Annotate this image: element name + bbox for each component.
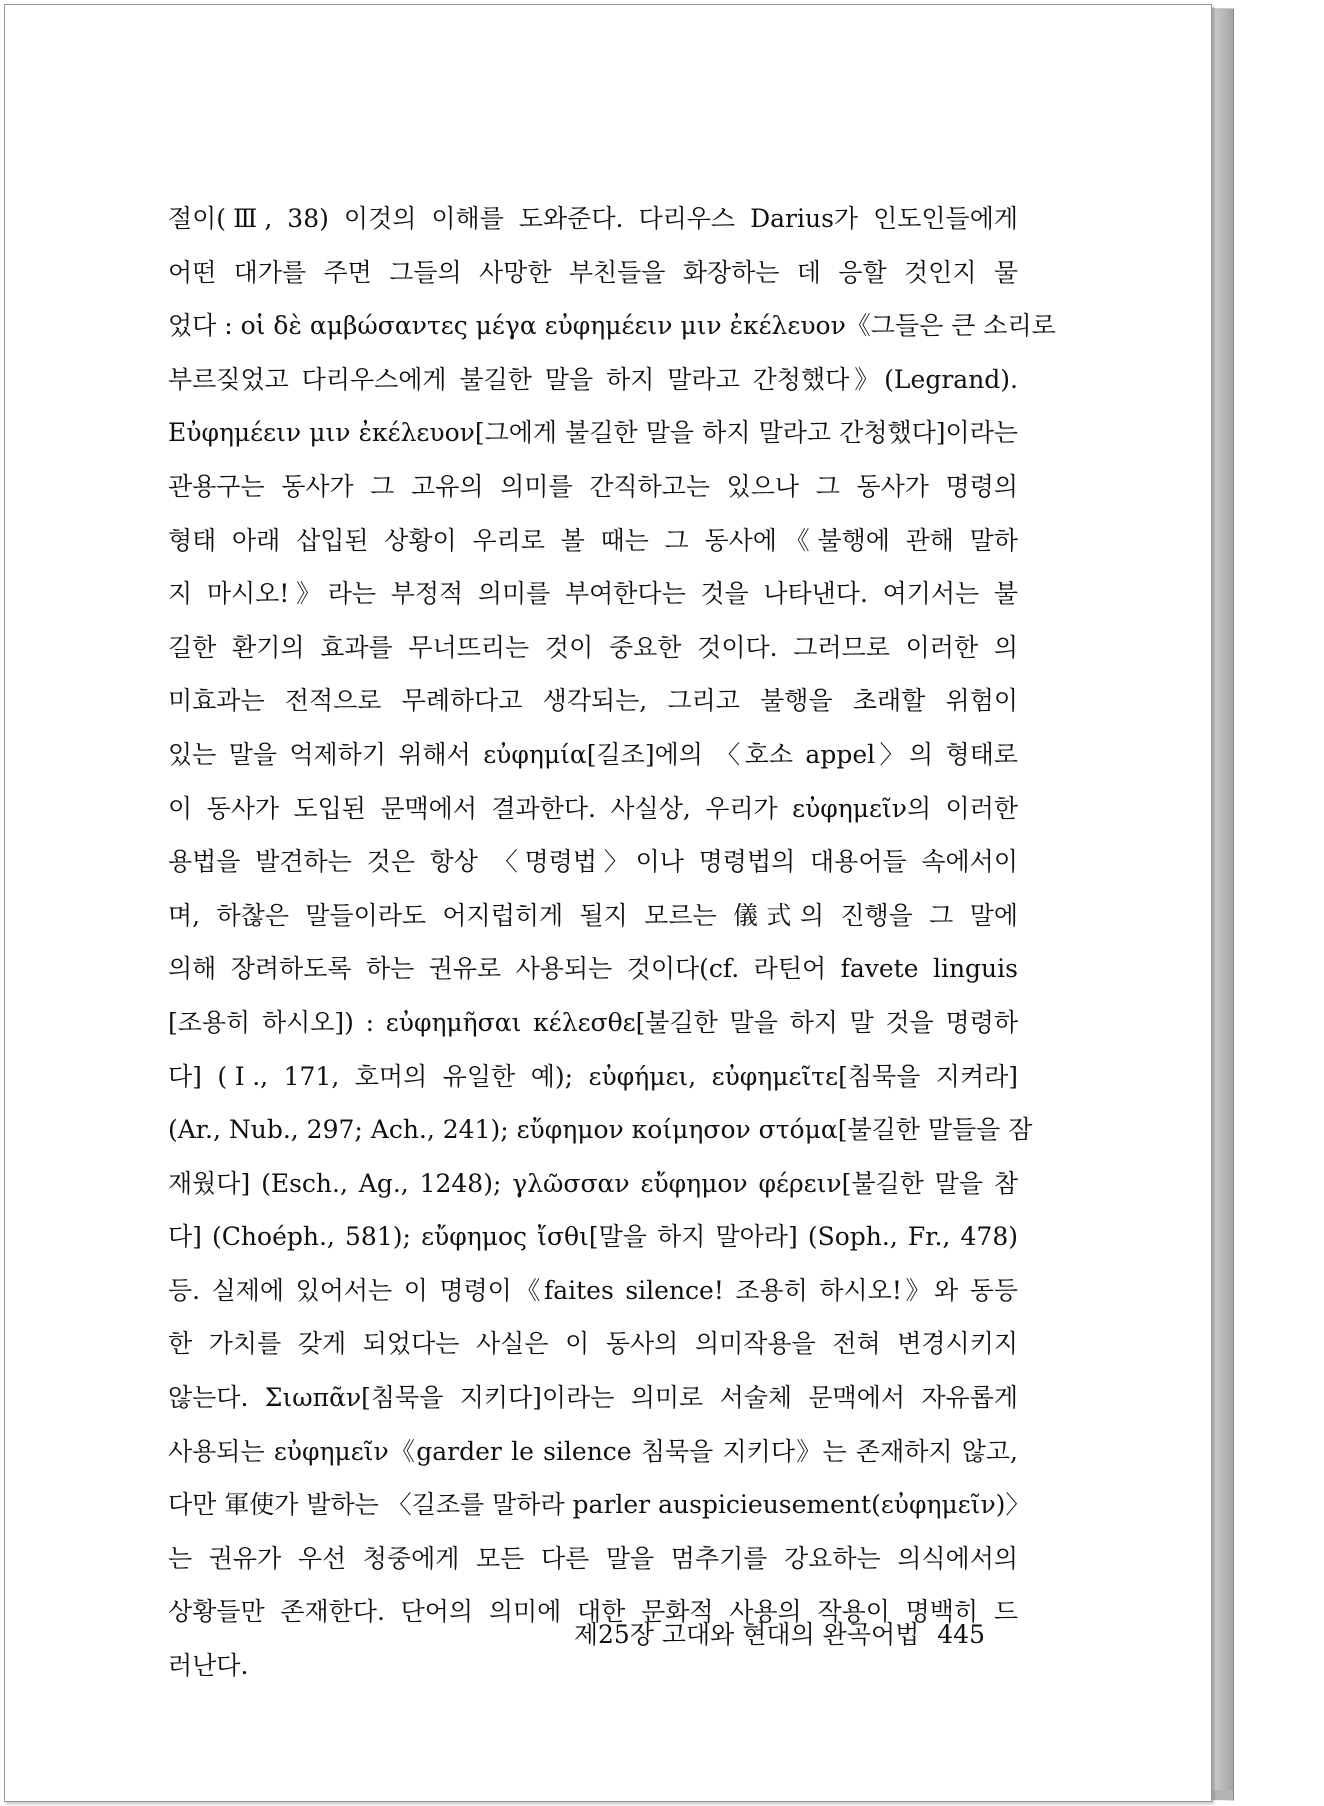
text-line: 않는다. Σιωπᾶν[침묵을 지키다]이라는 의미로 서술체 문맥에서 자유롭게 xyxy=(168,1383,1018,1413)
text-line: 상황들만 존재한다. 단어의 의미에 대한 문화적 사용의 작용이 명백히 드 xyxy=(168,1597,1018,1627)
text-line: 는 권유가 우선 청중에게 모든 다른 말을 멈추기를 강요하는 의식에서의 xyxy=(168,1543,1018,1573)
text-line: 이 동사가 도입된 문맥에서 결과한다. 사실상, 우리가 εὐφημεῖν의 이러한 xyxy=(168,793,1018,823)
text-line: 다] (Ⅰ., 171, 호머의 유일한 예); εὐφήμει, εὐφημεῖτε[침묵을 지켜라] xyxy=(168,1061,1018,1091)
text-line: 었다 : οἱ δὲ αμβώσαντες μέγα εὐφημέειν μιν ἐκέλευον《그들은 큰 소리로 xyxy=(168,311,1056,341)
text-line: 다] (Choéph., 581); εὔφημος ἴσθι[말을 하지 말아라] (Soph., Fr., 478) xyxy=(168,1222,1018,1252)
text-line: 있는 말을 억제하기 위해서 εὐφημία[길조]에의 〈호소 appel〉의 형태로 xyxy=(168,739,1018,769)
text-line: 절이(Ⅲ, 38) 이것의 이해를 도와준다. 다리우스 Darius가 인도인들에게 xyxy=(168,204,1018,233)
page-stack-corner xyxy=(1213,1790,1233,1800)
text-line: 관용구는 동사가 그 고유의 의미를 간직하고는 있으나 그 동사가 명령의 xyxy=(168,471,1018,501)
text-line: 길한 환기의 효과를 무너뜨리는 것이 중요한 것이다. 그러므로 이러한 의 xyxy=(168,632,1018,662)
page-number: 445 xyxy=(937,1620,985,1649)
text-line: 지 마시오!》라는 부정적 의미를 부여한다는 것을 나타낸다. 여기서는 불 xyxy=(168,579,1018,609)
page-footer xyxy=(555,1615,985,1655)
text-line: 재웠다] (Esch., Ag., 1248); γλῶσσαν εὔφημον φέρειν[불길한 말을 참 xyxy=(168,1168,1018,1198)
chapter-title: 제25장 고대와 현대의 완곡어법 xyxy=(573,1620,920,1649)
text-line: 사용되는 εὐφημεῖν《garder le silence 침묵을 지키다》는 존재하지 않고, xyxy=(168,1436,1018,1466)
text-line: 러난다. xyxy=(168,1651,249,1681)
text-line: [조용히 하시오]) : εὐφημῆσαι κέλεσθε[불길한 말을 하지 말 것을 명령하 xyxy=(168,1007,1018,1037)
page-stack-edge xyxy=(1211,8,1234,1800)
text-line: 한 가치를 갖게 되었다는 사실은 이 동사의 의미작용을 전혀 변경시키지 xyxy=(168,1329,1018,1359)
text-line: Εὐφημέειν μιν ἐκέλευον[그에게 불길한 말을 하지 말라고 간청했다]이라는 xyxy=(168,418,1018,448)
body-text xyxy=(168,192,1056,1693)
text-line: 다만 軍使가 발하는 〈길조를 말하라 parler auspicieusement(εὐφημεῖν)〉 xyxy=(168,1490,1031,1520)
text-line: 의해 장려하도록 하는 권유로 사용되는 것이다(cf. 라틴어 favete linguis xyxy=(168,954,1018,984)
text-line: 부르짖었고 다리우스에게 불길한 말을 하지 말라고 간청했다》(Legrand). xyxy=(168,364,1018,394)
text-line: 형태 아래 삽입된 상황이 우리로 볼 때는 그 동사에《불행에 관해 말하 xyxy=(168,525,1018,555)
text-line: (Ar., Nub., 297; Ach., 241); εὔφημον κοίμησον στόμα[불길한 말들을 잠 xyxy=(168,1115,1033,1145)
text-line: 등. 실제에 있어서는 이 명령이《faites silence! 조용히 하시오!》와 동등 xyxy=(168,1275,1018,1305)
text-line: 미효과는 전적으로 무례하다고 생각되는, 그리고 불행을 초래할 위험이 xyxy=(168,686,1018,716)
text-line: 용법을 발견하는 것은 항상 〈명령법〉이나 명령법의 대용어들 속에서이 xyxy=(168,847,1018,877)
text-line: 며, 하찮은 말들이라도 어지럽히게 될지 모르는 儀式의 진행을 그 말에 xyxy=(168,900,1018,930)
text-line: 어떤 대가를 주면 그들의 사망한 부친들을 화장하는 데 응할 것인지 물 xyxy=(168,257,1018,287)
